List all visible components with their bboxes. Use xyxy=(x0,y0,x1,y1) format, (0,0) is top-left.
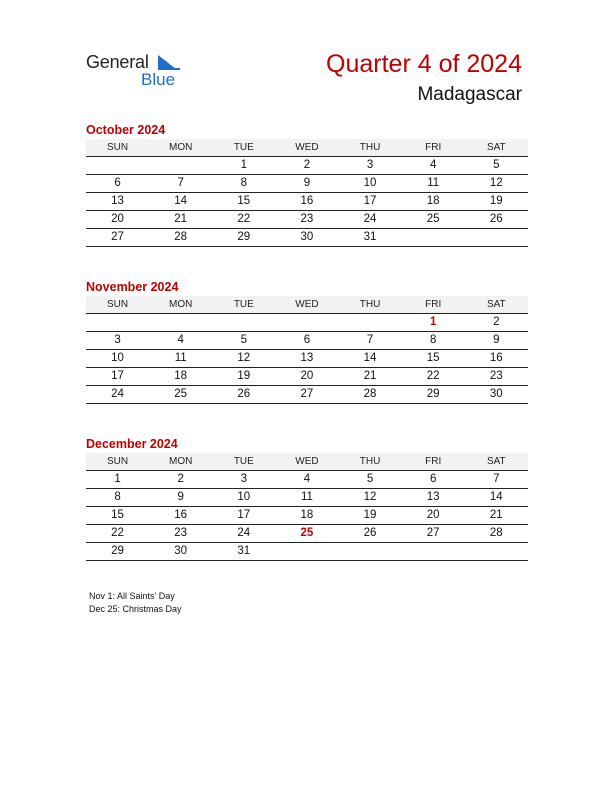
day-cell: 8 xyxy=(114,491,121,503)
day-cell: 1 xyxy=(240,159,248,171)
day-cell: 10 xyxy=(363,177,377,189)
day-cell: 20 xyxy=(300,370,314,382)
week-row xyxy=(86,386,528,404)
weekday-label: FRI xyxy=(425,142,442,153)
day-cell xyxy=(402,229,465,246)
holiday-note: Dec 25: Christmas Day xyxy=(89,604,182,614)
day-cell xyxy=(275,314,338,331)
day-cell: 24 xyxy=(363,213,377,225)
day-cell xyxy=(149,157,212,174)
weekday-label: WED xyxy=(295,299,319,310)
day-cell: 14 xyxy=(489,491,503,503)
day-cell: 21 xyxy=(174,213,188,225)
week-row xyxy=(86,332,528,350)
day-cell: 15 xyxy=(237,195,251,207)
day-cell: 18 xyxy=(300,509,314,521)
day-cell: 19 xyxy=(489,195,503,207)
day-cell: 4 xyxy=(177,334,184,346)
day-cell: 26 xyxy=(489,213,503,225)
day-cell: 11 xyxy=(427,177,440,189)
weekday-label: SAT xyxy=(486,456,506,467)
day-cell: 29 xyxy=(237,231,251,243)
day-cell: 27 xyxy=(300,388,314,400)
day-cell: 30 xyxy=(489,388,503,400)
week-row xyxy=(86,471,528,489)
week-row xyxy=(86,368,528,386)
week-row xyxy=(86,157,528,175)
day-cell: 1 xyxy=(114,473,121,485)
day-cell: 28 xyxy=(363,388,377,400)
day-cell: 13 xyxy=(300,352,314,364)
day-cell: 10 xyxy=(111,352,124,364)
day-cell: 13 xyxy=(111,195,124,207)
day-cell: 21 xyxy=(363,370,377,382)
day-cell: 12 xyxy=(363,491,377,503)
day-cell: 20 xyxy=(426,509,440,521)
day-cell: 19 xyxy=(237,370,251,382)
weekday-label: WED xyxy=(295,142,319,153)
quarter-title: Quarter 4 of 2024 xyxy=(326,50,522,78)
week-row xyxy=(86,175,528,193)
day-cell: 21 xyxy=(489,509,503,521)
holiday-note: Nov 1: All Saints’ Day xyxy=(89,591,175,601)
day-cell: 9 xyxy=(303,177,311,189)
weekday-header-row xyxy=(86,453,528,471)
day-cell: 11 xyxy=(300,491,313,503)
day-cell: 12 xyxy=(489,177,503,189)
day-cell: 12 xyxy=(237,352,251,364)
logo-general-text: General xyxy=(86,52,149,72)
day-cell: 5 xyxy=(240,334,248,346)
week-row xyxy=(86,543,528,561)
day-cell: 18 xyxy=(174,370,188,382)
month-title: December 2024 xyxy=(86,437,178,451)
weekday-label: MON xyxy=(169,299,193,310)
day-cell: 30 xyxy=(174,545,188,557)
day-cell: 26 xyxy=(363,527,377,539)
day-cell: 9 xyxy=(493,334,500,346)
day-cell: 10 xyxy=(237,491,251,503)
weekday-label: FRI xyxy=(425,299,442,310)
day-cell: 27 xyxy=(426,527,440,539)
day-cell: 16 xyxy=(174,509,188,521)
day-cell: 6 xyxy=(114,177,121,189)
day-cell xyxy=(465,229,528,246)
generalblue-logo xyxy=(86,52,196,92)
day-cell: 29 xyxy=(111,545,124,557)
day-cell: 14 xyxy=(174,195,188,207)
day-cell: 30 xyxy=(300,231,314,243)
month-november xyxy=(86,279,528,404)
weekday-header-row xyxy=(86,296,528,314)
day-cell xyxy=(465,543,528,560)
day-cell: 3 xyxy=(366,159,374,171)
weekday-label: TUE xyxy=(233,142,254,153)
day-cell: 18 xyxy=(426,195,440,207)
holiday-notes xyxy=(89,590,182,616)
weekday-label: THU xyxy=(359,142,381,153)
day-cell: 19 xyxy=(363,509,377,521)
week-row xyxy=(86,350,528,368)
day-cell: 24 xyxy=(237,527,251,539)
day-cell xyxy=(86,314,149,331)
weekday-label: WED xyxy=(295,456,319,467)
day-cell: 27 xyxy=(111,231,124,243)
day-cell: 23 xyxy=(300,213,314,225)
day-cell: 6 xyxy=(429,473,437,485)
month-october xyxy=(86,122,528,247)
weekday-label: TUE xyxy=(233,456,254,467)
day-cell: 29 xyxy=(426,388,440,400)
day-cell: 23 xyxy=(489,370,503,382)
day-cell xyxy=(339,314,402,331)
weekday-label: SAT xyxy=(486,142,506,153)
day-cell: 22 xyxy=(111,527,124,539)
weekday-label: MON xyxy=(169,142,193,153)
day-cell: 4 xyxy=(429,159,437,171)
day-cell: 5 xyxy=(493,159,500,171)
day-cell: 31 xyxy=(237,545,251,557)
weekday-label: SAT xyxy=(486,299,506,310)
weekday-label: TUE xyxy=(233,299,254,310)
week-row xyxy=(86,229,528,247)
weekday-label: SUN xyxy=(107,142,129,153)
day-cell: 3 xyxy=(114,334,121,346)
logo-blue-text: Blue xyxy=(141,70,176,89)
day-cell: 16 xyxy=(489,352,503,364)
day-cell: 7 xyxy=(177,177,184,189)
day-cell: 2 xyxy=(303,159,311,171)
day-cell: 2 xyxy=(493,316,500,328)
day-cell: 7 xyxy=(366,334,374,346)
weekday-label: SUN xyxy=(107,456,129,467)
day-cell: 25 xyxy=(426,213,440,225)
week-row xyxy=(86,193,528,211)
day-cell: 23 xyxy=(174,527,188,539)
weekday-label: THU xyxy=(359,299,381,310)
day-cell xyxy=(212,314,275,331)
weekday-label: SUN xyxy=(107,299,129,310)
day-cell: 8 xyxy=(240,177,248,189)
day-cell xyxy=(402,543,465,560)
day-cell xyxy=(339,543,402,560)
day-cell xyxy=(275,543,338,560)
day-cell: 4 xyxy=(303,473,311,485)
day-cell: 3 xyxy=(240,473,248,485)
day-cell: 22 xyxy=(426,370,440,382)
weekday-label: FRI xyxy=(425,456,442,467)
logo-flag-icon xyxy=(158,55,176,69)
month-title: November 2024 xyxy=(86,280,179,294)
day-cell: 15 xyxy=(111,509,124,521)
day-cell: 31 xyxy=(363,231,377,243)
day-cell: 20 xyxy=(111,213,124,225)
day-cell: 13 xyxy=(426,491,440,503)
week-row xyxy=(86,211,528,229)
day-cell: 28 xyxy=(489,527,503,539)
month-december xyxy=(86,436,528,561)
holiday-day-cell: 25 xyxy=(300,527,314,539)
day-cell: 25 xyxy=(174,388,188,400)
day-cell: 5 xyxy=(366,473,374,485)
week-row xyxy=(86,507,528,525)
country-name: Madagascar xyxy=(417,84,522,105)
week-row xyxy=(86,525,528,543)
holiday-day-cell: 1 xyxy=(429,316,437,328)
weekday-label: MON xyxy=(169,456,193,467)
day-cell: 2 xyxy=(177,473,184,485)
day-cell: 17 xyxy=(111,370,124,382)
day-cell: 17 xyxy=(363,195,377,207)
day-cell: 28 xyxy=(174,231,188,243)
day-cell: 8 xyxy=(429,334,437,346)
day-cell: 11 xyxy=(174,352,187,364)
day-cell: 15 xyxy=(426,352,440,364)
week-row xyxy=(86,314,528,332)
day-cell: 17 xyxy=(237,509,251,521)
day-cell: 7 xyxy=(493,473,500,485)
day-cell: 26 xyxy=(237,388,251,400)
weekday-label: THU xyxy=(359,456,381,467)
day-cell xyxy=(86,157,149,174)
day-cell: 6 xyxy=(303,334,311,346)
day-cell: 16 xyxy=(300,195,314,207)
day-cell xyxy=(149,314,212,331)
day-cell: 24 xyxy=(111,388,124,400)
weekday-header-row xyxy=(86,139,528,157)
day-cell: 14 xyxy=(363,352,377,364)
week-row xyxy=(86,489,528,507)
day-cell: 9 xyxy=(177,491,184,503)
month-title: October 2024 xyxy=(86,123,166,137)
day-cell: 22 xyxy=(237,213,251,225)
